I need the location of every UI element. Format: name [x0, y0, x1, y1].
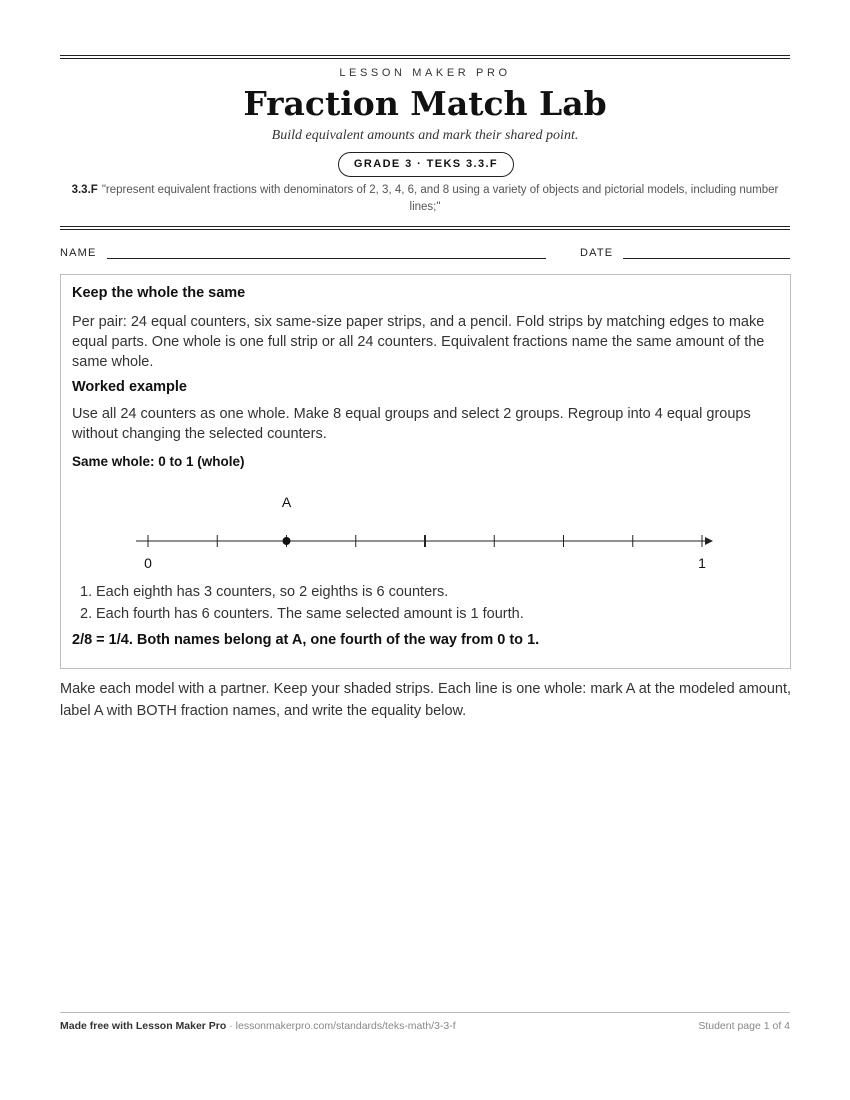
- footer-brand: Made free with Lesson Maker Pro: [60, 1020, 227, 1032]
- step-item: 2. Each fourth has 6 counters. The same selected amount is 1 fourth.: [80, 606, 524, 622]
- grade-badge: GRADE 3 · TEKS 3.3.F: [338, 152, 514, 177]
- top-rule: [60, 55, 790, 56]
- page-title: Fraction Match Lab: [243, 84, 607, 123]
- name-label: NAME: [60, 247, 97, 259]
- page-number: Student page 1 of 4: [698, 1020, 790, 1032]
- footer-rule: [60, 1012, 790, 1013]
- brand-eyebrow: LESSON MAKER PRO: [339, 67, 511, 79]
- materials-heading: Keep the whole the same: [72, 285, 246, 301]
- top-rule-inner: [60, 58, 790, 59]
- conclusion-text: 2/8 = 1/4. Both names belong at A, one fourth of the way from 0 to 1.: [72, 632, 540, 648]
- page-subtitle: Build equivalent amounts and mark their shared point.: [271, 128, 579, 143]
- standard-text: "represent equivalent fractions with denominators of 2, 3, 4, 6, and 8 using a variety of objects and pictorial models, including number lines;": [101, 184, 779, 213]
- number-line-caption: Same whole: 0 to 1 (whole): [72, 454, 245, 469]
- worked-example-paragraph: Use all 24 counters as one whole. Make 8 equal groups and select 2 groups. Regroup into 4 equal groups without changing the selected counters.: [72, 406, 751, 442]
- header-rule-inner: [60, 229, 790, 230]
- standard-statement: [60, 182, 790, 215]
- worked-example-card: [60, 274, 791, 669]
- header-rule: [60, 226, 790, 227]
- date-label: DATE: [580, 247, 614, 259]
- name-field[interactable]: [107, 258, 546, 259]
- number-line-end-label: 1: [698, 555, 706, 571]
- number-line-start-label: 0: [144, 555, 152, 571]
- step-item: 1. Each eighth has 3 counters, so 2 eighths is 6 counters.: [80, 584, 449, 600]
- footer-credit: [60, 1020, 456, 1032]
- number-line-arrow: [705, 537, 713, 545]
- student-instructions: Make each model with a partner. Keep your shaded strips. Each line is one whole: mark A at the modeled amount, label A with BOTH fraction names, and write the equality below.: [60, 681, 792, 719]
- footer-url[interactable]: lessonmakerpro.com/standards/teks-math/3-3-f: [235, 1020, 456, 1032]
- standard-code: 3.3.F: [71, 184, 98, 196]
- number-line: [61, 275, 790, 585]
- steps-list: [72, 581, 777, 625]
- date-field[interactable]: [623, 258, 790, 259]
- point-a-marker: [283, 537, 291, 545]
- materials-paragraph: Per pair: 24 equal counters, six same-size paper strips, and a pencil. Fold strips by matching edges to make equal parts. One whole is one full strip or all 24 counters. Equivalent fractions name the same amount of the same whole.: [72, 314, 765, 370]
- point-a-label: A: [281, 494, 292, 510]
- worked-example-heading: Worked example: [72, 379, 187, 395]
- footer-separator: ·: [226, 1020, 236, 1032]
